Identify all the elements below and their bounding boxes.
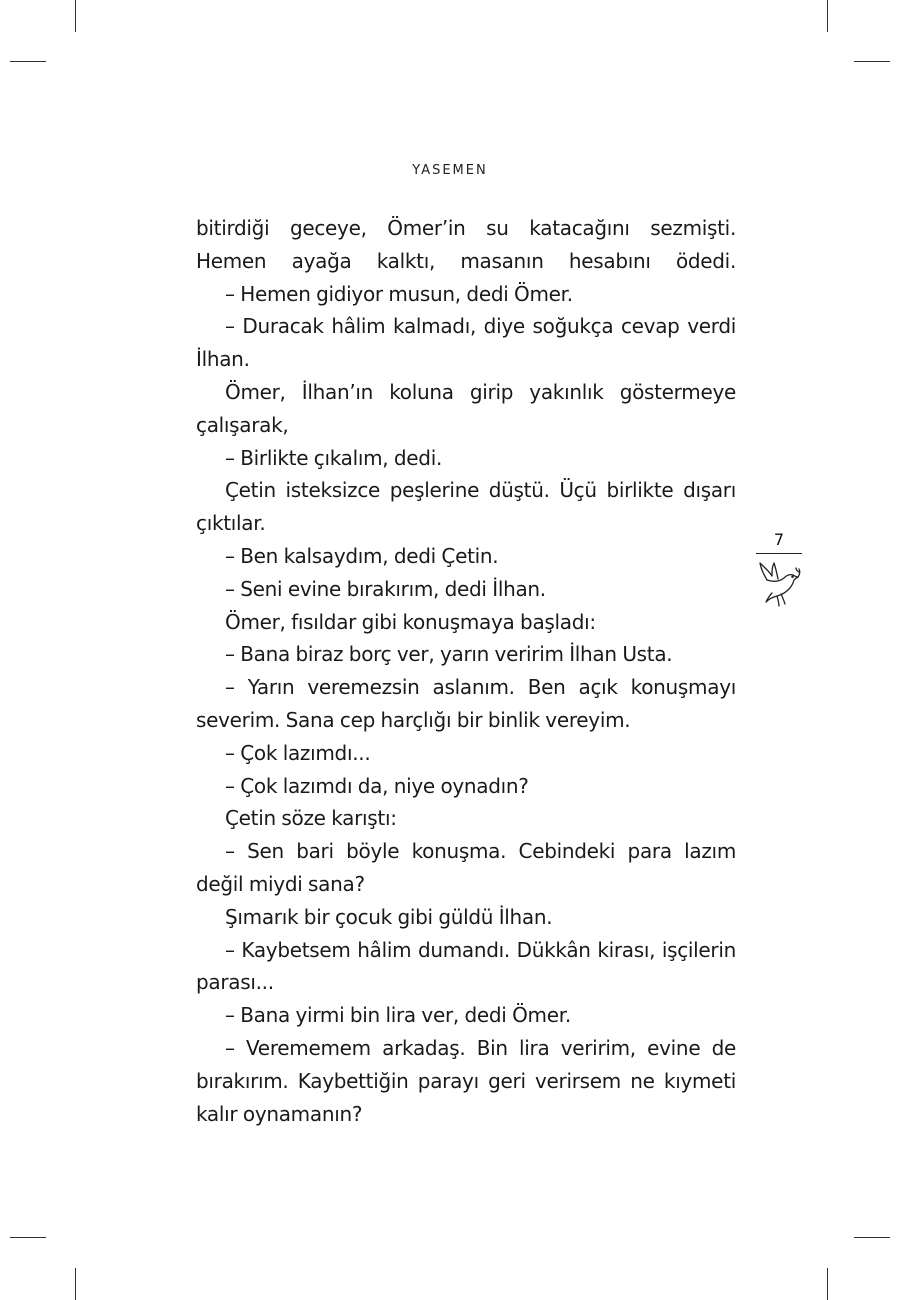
crop-mark-right-lower <box>854 1237 890 1238</box>
crop-mark-left-upper <box>10 61 46 62</box>
paragraph: – Yarın veremezsin aslanım. Ben açık konuşmayı severim. Sana cep harçlığı bir binlik vereyim. <box>196 675 736 732</box>
page-marker <box>756 530 802 608</box>
crop-mark-top-left <box>75 0 76 32</box>
crop-mark-right-upper <box>854 61 890 62</box>
paragraph: – Çok lazımdı... <box>225 740 371 765</box>
page-number: 7 <box>773 530 785 549</box>
crop-mark-bottom-left <box>75 1268 76 1300</box>
crop-mark-top-right <box>827 0 828 32</box>
body-text <box>196 212 736 1130</box>
page-number-rule <box>756 553 802 554</box>
paragraph: – Seni evine bırakırım, dedi İlhan. <box>225 576 546 601</box>
dove-icon <box>757 558 801 608</box>
paragraph: – Çok lazımdı da, niye oynadın? <box>225 773 529 798</box>
paragraph: – Bana biraz borç ver, yarın veririm İlhan Usta. <box>225 642 673 667</box>
paragraph: – Bana yirmi bin lira ver, dedi Ömer. <box>225 1003 571 1028</box>
paragraph: – Ben kalsaydım, dedi Çetin. <box>225 543 499 568</box>
paragraph: Ömer, fısıldar gibi konuşmaya başladı: <box>225 609 596 634</box>
running-header: YASEMEN <box>412 163 488 178</box>
paragraph: Çetin isteksizce peşlerine düştü. Üçü birlikte dışarı çıktılar. <box>196 478 736 536</box>
paragraph: – Duracak hâlim kalmadı, diye soğukça cevap verdi İlhan. <box>196 314 736 372</box>
paragraph: Şımarık bir çocuk gibi güldü İlhan. <box>225 904 553 929</box>
paragraph: – Sen bari böyle konuşma. Cebindeki para lazım değil miydi sana? <box>196 839 736 896</box>
paragraph: – Kaybetsem hâlim dumandı. Dükkân kirası, işçilerin parası... <box>196 937 736 995</box>
paragraph: bitirdiği geceye, Ömer’in su katacağını sezmişti. Hemen ayağa kalktı, masanın hesabını ödedi. <box>196 216 736 273</box>
paragraph: – Hemen gidiyor musun, dedi Ömer. <box>225 281 573 306</box>
paragraph: Çetin söze karıştı: <box>225 806 397 831</box>
crop-mark-bottom-right <box>827 1268 828 1300</box>
paragraph: – Birlikte çıkalım, dedi. <box>225 445 443 470</box>
crop-mark-left-lower <box>10 1237 46 1238</box>
paragraph: – Verememem arkadaş. Bin lira veririm, evine de bırakırım. Kaybettiğin parayı geri verirsem ne kıymeti kalır oynamanın? <box>196 1035 736 1126</box>
paragraph: Ömer, İlhan’ın koluna girip yakınlık göstermeye çalışarak, <box>196 379 736 437</box>
